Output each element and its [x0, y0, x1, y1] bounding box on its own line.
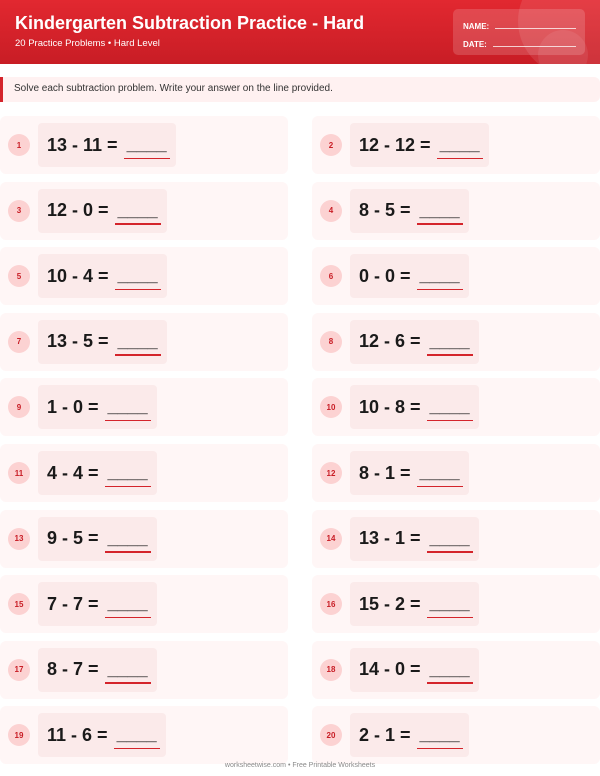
- equation-text: 9 - 5 =: [47, 528, 99, 549]
- equation-text: 8 - 1 =: [359, 462, 411, 483]
- page-subtitle: 20 Practice Problems • Hard Level: [15, 38, 160, 49]
- answer-line[interactable]: ____: [126, 134, 167, 154]
- problem-number-badge: 17: [8, 659, 30, 681]
- problem-number-badge: 5: [8, 265, 30, 287]
- answer-line[interactable]: ____: [439, 134, 480, 154]
- answer-line[interactable]: ____: [429, 330, 470, 351]
- problem-number-badge: 8: [320, 331, 342, 353]
- problem-number-badge: 6: [320, 265, 342, 287]
- problem-card: [0, 247, 288, 305]
- answer-line[interactable]: ____: [429, 396, 470, 417]
- problem-card: [312, 378, 600, 436]
- equation-box: [38, 385, 157, 429]
- equation-text: 4 - 4 =: [47, 462, 99, 483]
- problem-card: [0, 706, 288, 764]
- equation-text: 13 - 1 =: [359, 528, 421, 549]
- problem-number-badge: 14: [320, 528, 342, 550]
- answer-line[interactable]: ____: [117, 265, 158, 286]
- problem-card: [0, 510, 288, 568]
- problem-card: [312, 575, 600, 633]
- problem-card: [0, 378, 288, 436]
- problem-card: [312, 510, 600, 568]
- answer-line[interactable]: ____: [429, 527, 470, 548]
- problem-card: [0, 575, 288, 633]
- equation-text: 7 - 7 =: [47, 593, 99, 614]
- problem-number-badge: 16: [320, 593, 342, 615]
- equation-text: 13 - 11 =: [47, 134, 118, 155]
- problem-number-badge: 13: [8, 528, 30, 550]
- problem-number-badge: 2: [320, 134, 342, 156]
- equation-text: 0 - 0 =: [359, 265, 411, 286]
- equation-text: 12 - 12 =: [359, 134, 431, 155]
- problem-card: [0, 641, 288, 699]
- equation-box: [350, 254, 469, 298]
- problem-number-badge: 20: [320, 724, 342, 746]
- equation-box: [350, 451, 469, 495]
- equation-text: 11 - 6 =: [47, 724, 108, 745]
- equation-text: 12 - 0 =: [47, 200, 109, 221]
- problem-card: [0, 116, 288, 174]
- equation-box: [350, 385, 479, 429]
- answer-line[interactable]: ____: [107, 527, 148, 548]
- equation-box: [350, 713, 469, 757]
- answer-line[interactable]: ____: [107, 396, 148, 417]
- name-line[interactable]: [495, 27, 576, 29]
- answer-line[interactable]: ____: [419, 462, 460, 482]
- equation-box: [38, 254, 167, 298]
- problem-number-badge: 1: [8, 134, 30, 156]
- equation-box: [38, 648, 157, 692]
- instructions-text: Solve each subtraction problem. Write your answer on the line provided.: [14, 83, 333, 94]
- answer-line[interactable]: ____: [107, 462, 148, 482]
- equation-text: 2 - 1 =: [359, 724, 411, 745]
- equation-text: 15 - 2 =: [359, 593, 421, 614]
- answer-line[interactable]: ____: [419, 265, 460, 286]
- answer-line[interactable]: ____: [117, 330, 158, 351]
- date-label: DATE:: [463, 40, 487, 49]
- answer-line[interactable]: ____: [107, 658, 148, 679]
- problem-number-badge: 11: [8, 462, 30, 484]
- equation-text: 14 - 0 =: [359, 659, 421, 680]
- problem-card: [312, 313, 600, 371]
- equation-box: [38, 517, 157, 561]
- equation-text: 8 - 7 =: [47, 659, 99, 680]
- name-date-box: [453, 9, 585, 55]
- equation-box: [350, 582, 479, 626]
- date-line[interactable]: [493, 45, 576, 47]
- equation-text: 13 - 5 =: [47, 331, 109, 352]
- answer-line[interactable]: ____: [107, 593, 148, 614]
- answer-line[interactable]: ____: [429, 593, 470, 614]
- problem-number-badge: 18: [320, 659, 342, 681]
- problem-number-badge: 19: [8, 724, 30, 746]
- footer-text: worksheetwise.com • Free Printable Worksheets: [224, 762, 376, 769]
- answer-line[interactable]: ____: [117, 199, 158, 220]
- name-label: NAME:: [463, 22, 490, 31]
- problem-number-badge: 7: [8, 331, 30, 353]
- equation-box: [38, 713, 166, 757]
- problem-card: [312, 116, 600, 174]
- worksheet-header: [0, 0, 600, 64]
- equation-text: 10 - 8 =: [359, 396, 421, 417]
- equation-box: [38, 320, 167, 364]
- problem-card: [312, 641, 600, 699]
- equation-box: [38, 189, 167, 233]
- equation-text: 10 - 4 =: [47, 265, 109, 286]
- page-title: Kindergarten Subtraction Practice - Hard: [15, 13, 365, 33]
- problem-card: [0, 182, 288, 240]
- equation-text: 8 - 5 =: [359, 200, 411, 221]
- equation-text: 1 - 0 =: [47, 396, 99, 417]
- date-row: [463, 37, 576, 49]
- answer-line[interactable]: ____: [429, 658, 470, 679]
- name-row: [463, 19, 576, 31]
- problem-number-badge: 10: [320, 396, 342, 418]
- problem-card: [312, 706, 600, 764]
- equation-box: [38, 451, 157, 495]
- equation-box: [350, 189, 469, 233]
- equation-box: [38, 582, 157, 626]
- equation-box: [350, 123, 489, 167]
- equation-text: 12 - 6 =: [359, 331, 421, 352]
- problem-card: [0, 444, 288, 502]
- answer-line[interactable]: ____: [419, 724, 460, 745]
- instructions-banner: [0, 77, 600, 102]
- equation-box: [38, 123, 176, 167]
- problem-number-badge: 3: [8, 200, 30, 222]
- problem-number-badge: 4: [320, 200, 342, 222]
- answer-line[interactable]: ____: [116, 724, 157, 745]
- problem-number-badge: 12: [320, 462, 342, 484]
- problem-number-badge: 15: [8, 593, 30, 615]
- problem-number-badge: 9: [8, 396, 30, 418]
- equation-box: [350, 517, 479, 561]
- answer-line[interactable]: ____: [419, 199, 460, 220]
- equation-box: [350, 320, 479, 364]
- problem-card: [0, 313, 288, 371]
- problem-card: [312, 247, 600, 305]
- problem-card: [312, 182, 600, 240]
- equation-box: [350, 648, 479, 692]
- problem-card: [312, 444, 600, 502]
